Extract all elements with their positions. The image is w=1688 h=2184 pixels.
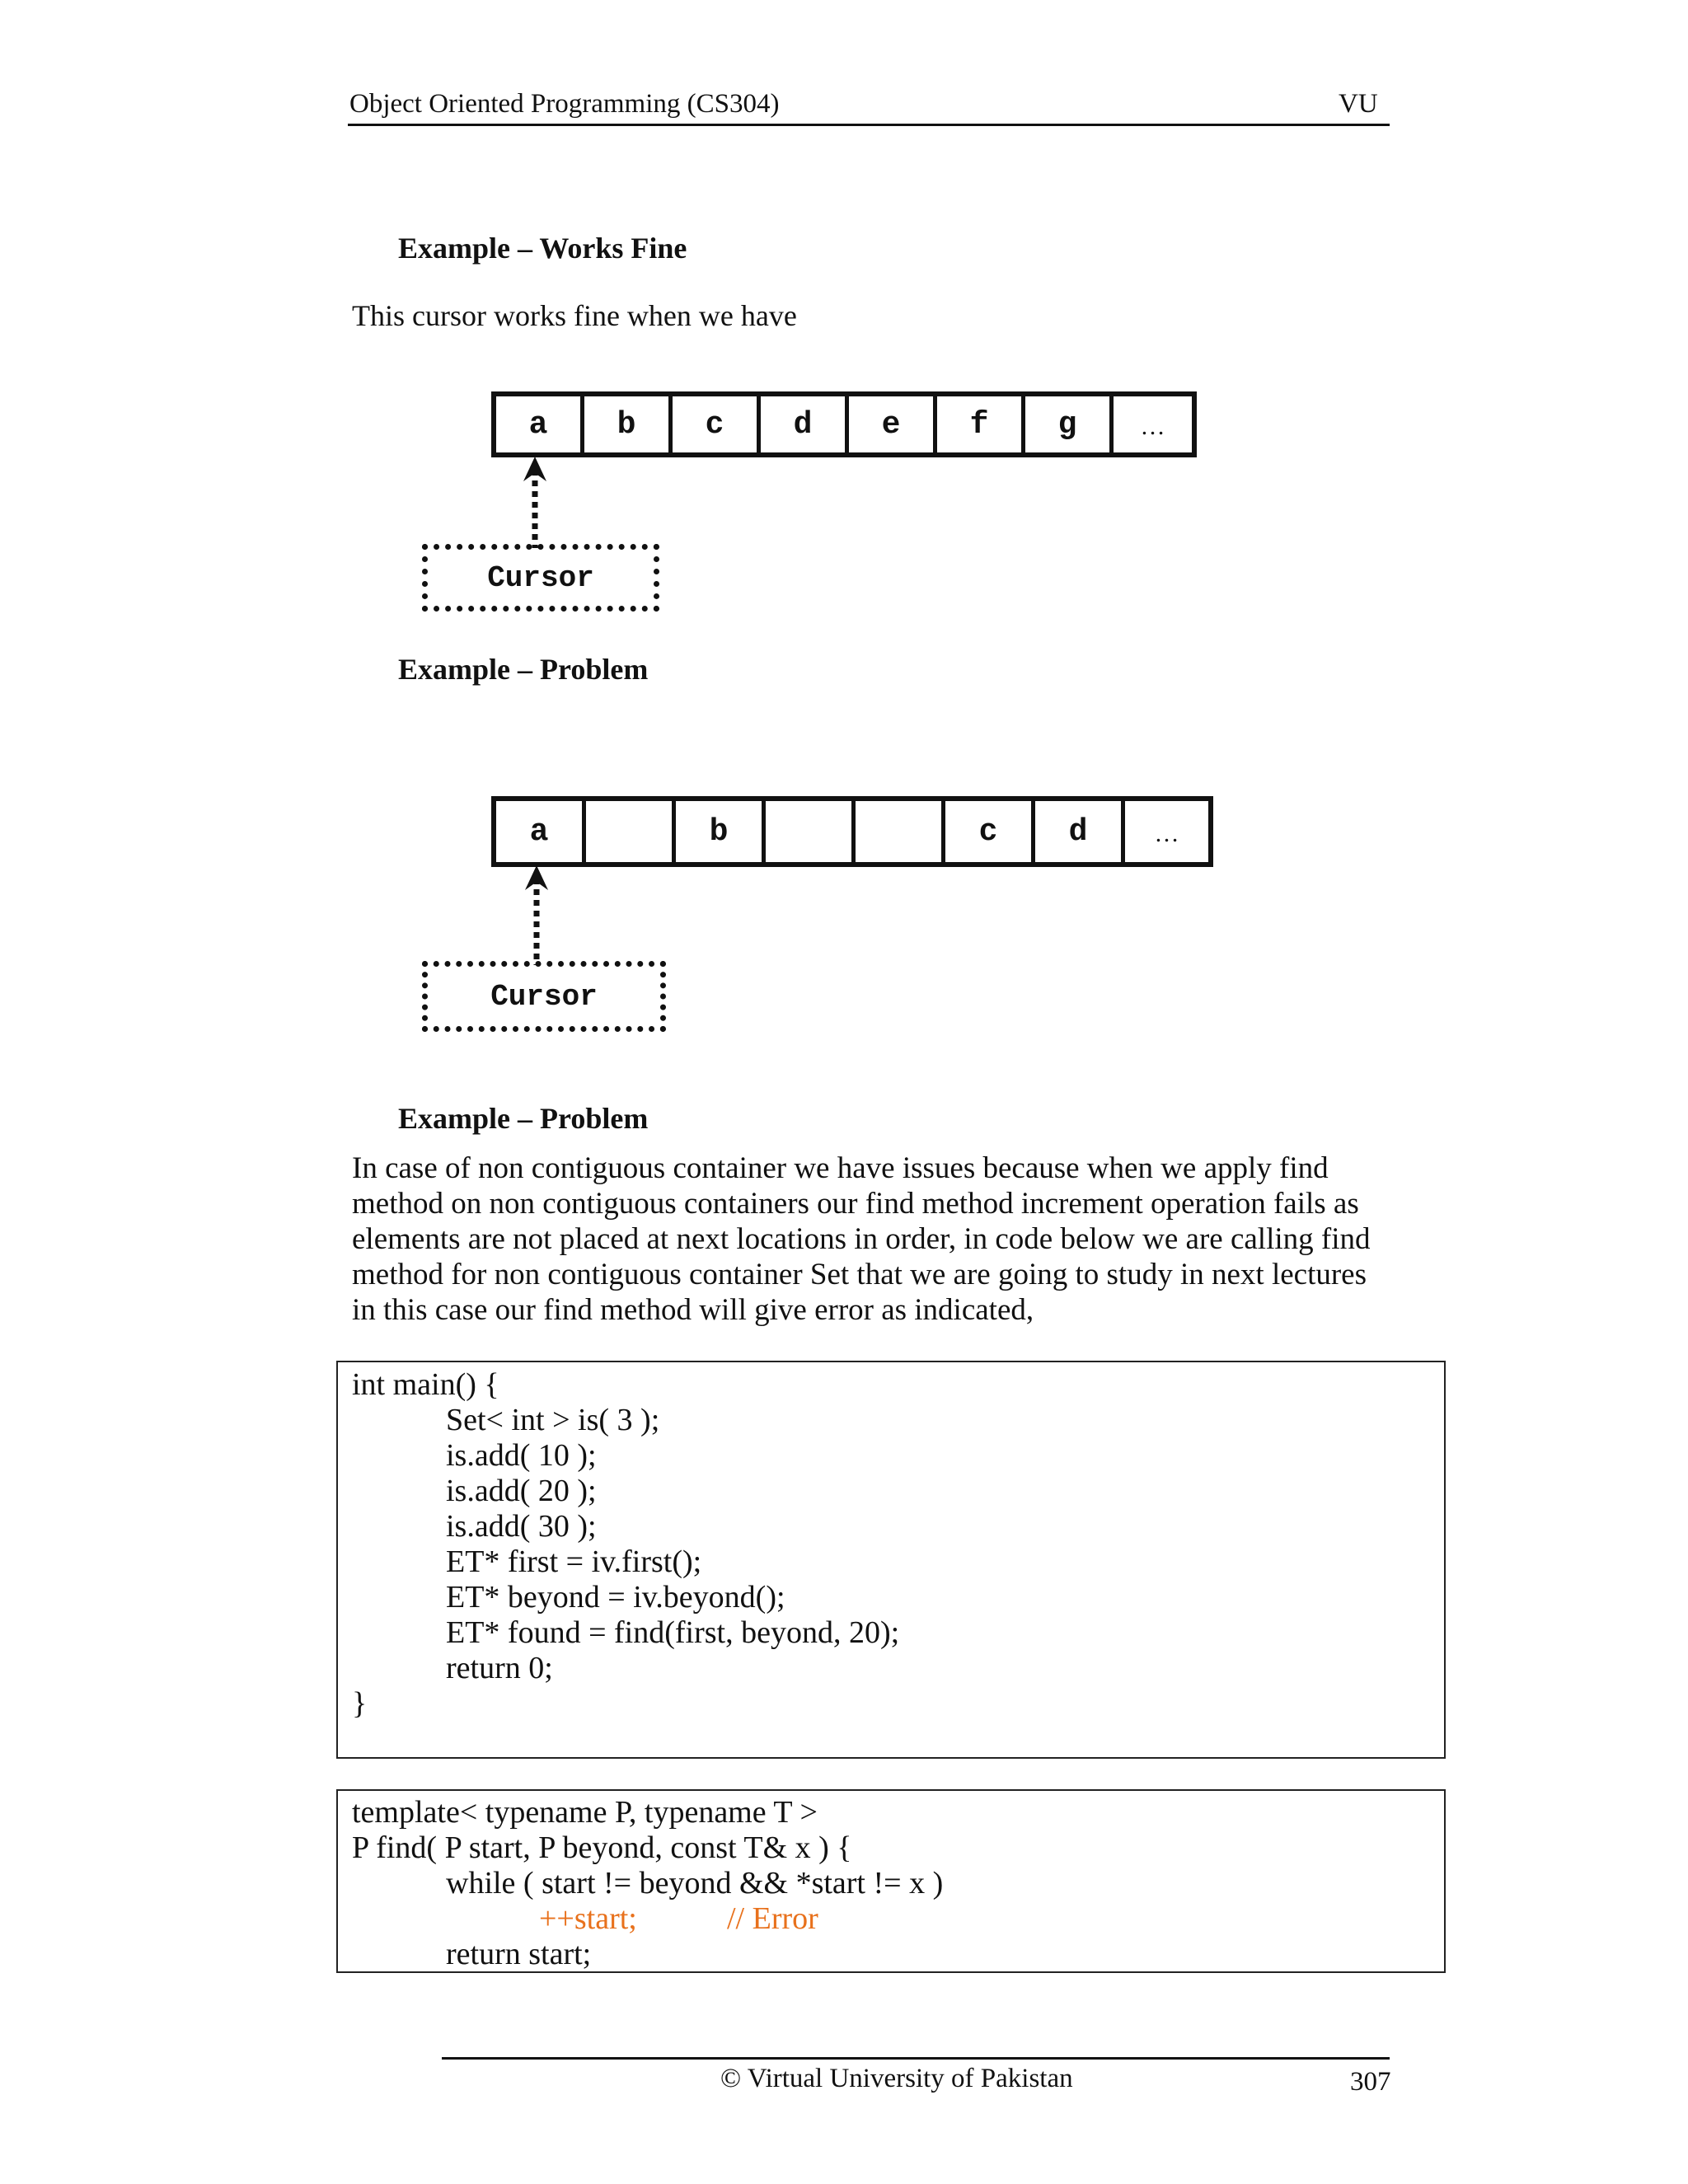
code-line: return 0; <box>446 1651 553 1685</box>
error-comment: // Error <box>727 1901 818 1936</box>
array-cell-ellipsis: … <box>1140 413 1165 440</box>
code-line-error: ++start; <box>539 1901 637 1936</box>
cursor-box-2 <box>422 961 666 1032</box>
heading-problem-1: Example – Problem <box>398 653 649 686</box>
cursor-label: Cursor <box>490 979 598 1014</box>
code-line: ET* first = iv.first(); <box>446 1544 702 1579</box>
code-line: Set< int > is( 3 ); <box>446 1403 660 1437</box>
code-line: P find( P start, P beyond, const T& x ) { <box>352 1830 852 1865</box>
code-box-find <box>336 1789 1446 1973</box>
array-non-contiguous <box>491 796 1213 867</box>
code-line: template< typename P, typename T > <box>352 1795 818 1830</box>
cursor-label: Cursor <box>487 560 594 595</box>
array-cell: b <box>676 801 766 862</box>
array-cell: c <box>673 396 761 452</box>
paragraph-line: in this case our find method will give error as indicated, <box>352 1293 1034 1327</box>
code-line: ET* beyond = iv.beyond(); <box>446 1580 785 1615</box>
paragraph-line: method for non contiguous container Set that we are going to study in next lectures <box>352 1258 1367 1291</box>
cursor-arrow-2 <box>513 862 562 969</box>
cursor-box-1 <box>422 544 659 612</box>
array-cell: f <box>937 396 1025 452</box>
code-line: int main() { <box>352 1367 499 1402</box>
array-cell: d <box>1035 801 1125 862</box>
array-cell <box>856 801 945 862</box>
heading-problem-2: Example – Problem <box>398 1102 649 1135</box>
array-cell <box>766 801 856 862</box>
code-line: return start; <box>446 1937 592 1971</box>
paragraph-line: In case of non contiguous container we have issues because when we apply find <box>352 1151 1329 1185</box>
page-number: 307 <box>1350 2067 1391 2097</box>
array-cell: b <box>584 396 673 452</box>
paragraph-line: method on non contiguous containers our find method increment operation fails as <box>352 1187 1359 1221</box>
code-line: is.add( 20 ); <box>446 1474 597 1508</box>
footer-rule <box>442 2057 1390 2060</box>
array-contiguous <box>491 391 1197 457</box>
array-cell-ellipsis: … <box>1154 820 1179 847</box>
header-title: Object Oriented Programming (CS304) <box>349 89 780 119</box>
code-line: while ( start != beyond && *start != x ) <box>446 1866 944 1900</box>
code-line: is.add( 10 ); <box>446 1438 597 1473</box>
intro-text: This cursor works fine when we have <box>352 299 797 332</box>
array-cell: a <box>496 801 586 862</box>
array-cell: c <box>945 801 1035 862</box>
array-cell: e <box>849 396 937 452</box>
code-line: is.add( 30 ); <box>446 1509 597 1544</box>
code-box-main <box>336 1361 1446 1759</box>
paragraph-line: elements are not placed at next locations in order, in code below we are calling find <box>352 1222 1371 1256</box>
footer-copyright: © Virtual University of Pakistan <box>720 2064 1073 2093</box>
code-line: } <box>352 1686 368 1721</box>
header-rule <box>348 124 1390 126</box>
code-line: ET* found = find(first, beyond, 20); <box>446 1615 900 1650</box>
explanation-paragraph <box>352 1151 1423 1328</box>
array-cell: g <box>1025 396 1114 452</box>
header-vu: VU <box>1339 89 1378 119</box>
array-cell <box>586 801 676 862</box>
array-cell: a <box>496 396 584 452</box>
array-cell: d <box>761 396 849 452</box>
cursor-arrow-1 <box>511 453 560 552</box>
heading-works-fine: Example – Works Fine <box>398 232 687 265</box>
